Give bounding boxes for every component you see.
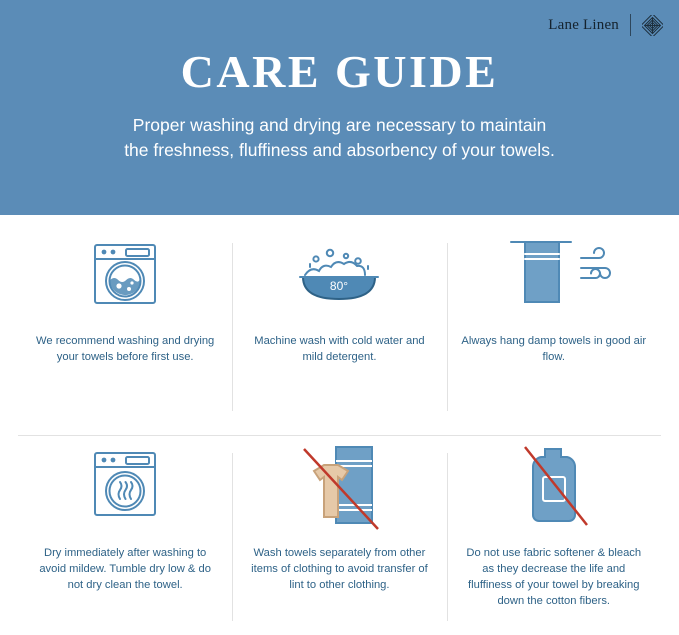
temperature-badge: 80° — [330, 279, 349, 293]
grid-vertical-divider — [447, 453, 448, 621]
tumble-dryer-icon — [18, 425, 232, 545]
brand-lockup — [548, 14, 663, 36]
care-tips-grid — [0, 215, 679, 635]
grid-vertical-divider — [232, 453, 233, 621]
diamond-weave-logo-icon — [642, 15, 663, 36]
care-tip-item — [18, 215, 232, 425]
page-title: CARE GUIDE — [180, 46, 499, 97]
care-tip-item — [232, 215, 446, 425]
no-fabric-softener-bottle-icon — [447, 425, 661, 545]
brand-divider — [630, 14, 631, 36]
subtitle-line-2: the freshness, fluffiness and absorbency of your towels. — [124, 140, 555, 160]
care-tip-item — [447, 215, 661, 425]
brand-name: Lane Linen — [548, 16, 619, 33]
care-tip-text: Do not use fabric softener & bleach as they decrease the life and fluffiness of your towel by breaking down the cotton fibers. — [466, 547, 642, 607]
no-mixed-laundry-icon — [232, 425, 446, 545]
wash-basin-with-suds-icon — [232, 215, 446, 333]
care-tip-item — [447, 425, 661, 635]
care-tips-row-2 — [18, 425, 661, 635]
washing-machine-with-water-icon — [18, 215, 232, 333]
care-tip-text: Wash towels separately from other items of clothing to avoid transfer of lint to other clothing. — [251, 547, 428, 591]
hanging-towel-with-airflow-icon — [447, 215, 661, 333]
page-subtitle — [0, 113, 679, 163]
header-banner — [0, 0, 679, 215]
grid-vertical-divider — [447, 243, 448, 411]
care-tip-text: We recommend washing and drying your towels before first use. — [36, 335, 215, 363]
care-tip-item — [232, 425, 446, 635]
care-tip-text: Always hang damp towels in good air flow. — [461, 335, 647, 363]
care-tip-item — [18, 425, 232, 635]
subtitle-line-1: Proper washing and drying are necessary to maintain — [132, 115, 547, 135]
grid-vertical-divider — [232, 243, 233, 411]
care-tip-text: Dry immediately after washing to avoid mildew. Tumble dry low & do not dry clean the towel. — [39, 547, 211, 591]
care-tip-text: Machine wash with cold water and mild detergent. — [254, 335, 425, 363]
care-tips-row-1 — [18, 215, 661, 425]
